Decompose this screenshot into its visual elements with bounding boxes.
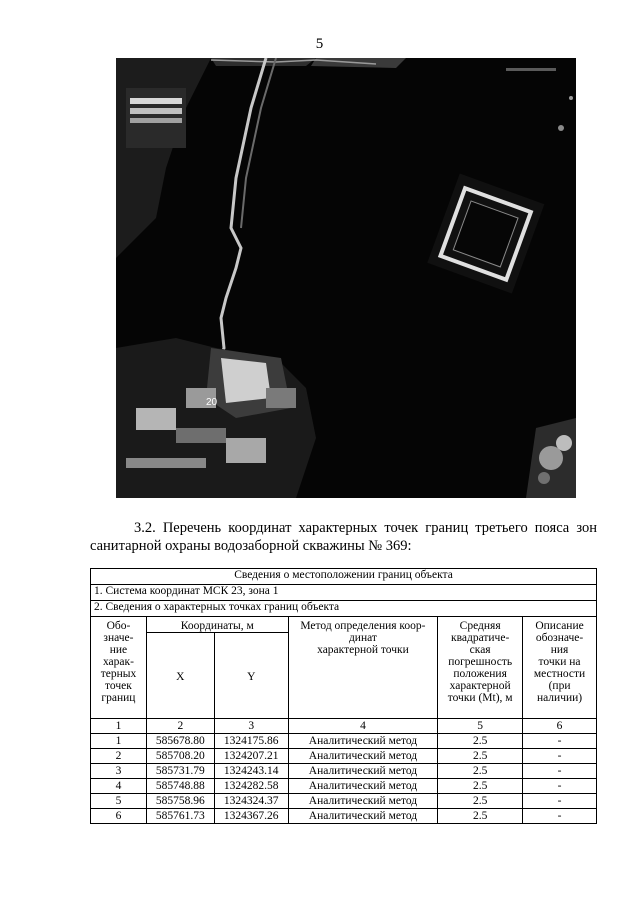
method: Аналитический метод	[288, 779, 438, 794]
description: -	[523, 779, 597, 794]
method: Аналитический метод	[288, 794, 438, 809]
header-coordinates: Координаты, м	[146, 617, 288, 633]
points-info-row: 2. Сведения о характерных точках границ объекта	[91, 601, 597, 617]
point-id: 3	[91, 764, 147, 779]
point-id: 4	[91, 779, 147, 794]
method: Аналитический метод	[288, 749, 438, 764]
table-row	[91, 779, 597, 794]
table-row	[91, 749, 597, 764]
section-heading-line1: 3.2. Перечень координат характерных точек границ третьего пояса зон	[134, 520, 597, 536]
error: 2.5	[438, 794, 523, 809]
coord-y: 1324175.86	[214, 734, 288, 749]
description: -	[523, 764, 597, 779]
coord-x: 585758.96	[146, 794, 214, 809]
description: -	[523, 809, 597, 824]
coord-x: 585708.20	[146, 749, 214, 764]
column-number: 1	[91, 719, 147, 734]
point-id: 2	[91, 749, 147, 764]
error: 2.5	[438, 809, 523, 824]
coord-y: 1324207.21	[214, 749, 288, 764]
header-description: Описание обозначе- ния точки на местности (при наличии)	[523, 617, 597, 719]
error: 2.5	[438, 749, 523, 764]
coord-y: 1324282.58	[214, 779, 288, 794]
page-number: 5	[315, 36, 324, 52]
coord-x: 585731.79	[146, 764, 214, 779]
header-y: Y	[214, 633, 288, 719]
column-number: 6	[523, 719, 597, 734]
description: -	[523, 734, 597, 749]
section-heading	[90, 519, 597, 555]
coord-x: 585761.73	[146, 809, 214, 824]
description: -	[523, 749, 597, 764]
boundary-points-table	[90, 568, 597, 824]
column-number-row	[91, 719, 597, 734]
satellite-map	[116, 58, 576, 498]
method: Аналитический метод	[288, 764, 438, 779]
description: -	[523, 794, 597, 809]
header-method: Метод определения коор- динат характерной точки	[288, 617, 438, 719]
header-x: X	[146, 633, 214, 719]
coord-x: 585748.88	[146, 779, 214, 794]
column-number: 3	[214, 719, 288, 734]
method: Аналитический метод	[288, 734, 438, 749]
method: Аналитический метод	[288, 809, 438, 824]
coord-y: 1324243.14	[214, 764, 288, 779]
header-designation: Обо- значе- ние харак- терных точек границ	[91, 617, 147, 719]
column-number: 5	[438, 719, 523, 734]
column-number: 2	[146, 719, 214, 734]
coord-y: 1324324.37	[214, 794, 288, 809]
point-marker-label: 20	[206, 397, 218, 408]
coord-y: 1324367.26	[214, 809, 288, 824]
table-row	[91, 764, 597, 779]
point-id: 1	[91, 734, 147, 749]
error: 2.5	[438, 734, 523, 749]
coord-x: 585678.80	[146, 734, 214, 749]
table-row	[91, 734, 597, 749]
satellite-image	[116, 58, 576, 498]
table-row	[91, 794, 597, 809]
table-title: Сведения о местоположении границ объекта	[91, 569, 597, 585]
header-error: Средняя квадратиче- ская погрешность положения характерной точки (Mt), м	[438, 617, 523, 719]
point-id: 6	[91, 809, 147, 824]
coordinate-system-row: 1. Система координат МСК 23, зона 1	[91, 585, 597, 601]
column-number: 4	[288, 719, 438, 734]
section-heading-line2: санитарной охраны водозаборной скважины № 369:	[90, 538, 412, 554]
point-id: 5	[91, 794, 147, 809]
table-row	[91, 809, 597, 824]
error: 2.5	[438, 779, 523, 794]
error: 2.5	[438, 764, 523, 779]
